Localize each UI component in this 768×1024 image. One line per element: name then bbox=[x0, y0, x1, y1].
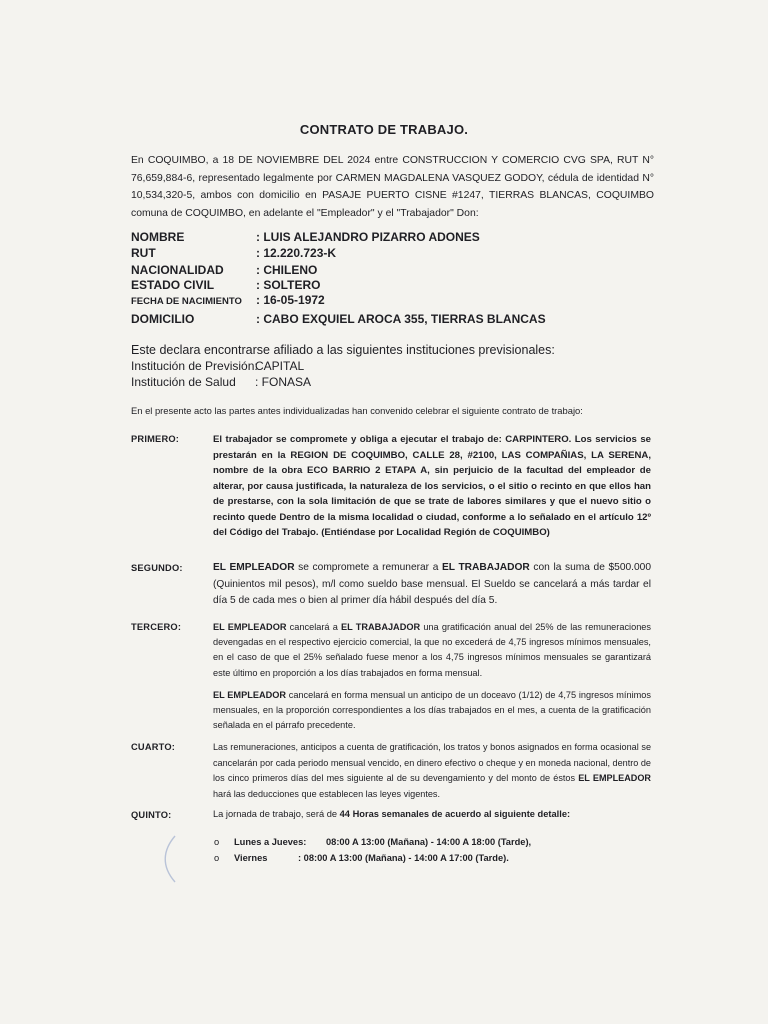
clause-label-cuarto: CUARTO: bbox=[131, 742, 176, 752]
field-label-estado-civil: ESTADO CIVIL bbox=[131, 278, 215, 292]
clause-text-tercero bbox=[213, 620, 651, 681]
intro-paragraph: En COQUIMBO, a 18 DE NOVIEMBRE DEL 2024 entre CONSTRUCCION Y COMERCIO CVG SPA, RUT N° 76,659,884-6, representado legalmente por CARMEN MAGDALENA VASQUEZ GODOY, cédula de identidad N° 10,534,320-5, ambos con domicilio en PASAJE PUERTO CISNE #1247, TIERRAS BLANCAS, COQUIMBO comuna de COQUIMBO, en adelante el "Empleador" y el "Trabajador" Don: bbox=[131, 155, 654, 219]
salud-value: : FONASA bbox=[255, 375, 312, 389]
clause-text-part: hará las deducciones que establecen las leyes vigentes. bbox=[213, 788, 440, 799]
salud-label: Institución de Salud bbox=[131, 375, 236, 389]
clause-text-primero: El trabajador se compromete y obliga a ejecutar el trabajo de: CARPINTERO. Los servicios se prestarán en la REGION DE COQUIMBO, CALLE 28, #2100, LAS COMPAÑIAS, LA SERENA, nombre de la obra ECO BARRIO 2 ETAPA A, sin perjuicio de la facultad del empleador de alterar, por causa justificada, la naturaleza de los servicios, o el sitio o recinto en que ellos han de prestarse, con la sola limitación de que se trate de labores similares y que el nuevo sitio o recinto quede Dentro de la misma localidad o ciudad, conforme a lo señalado en el artículo 12º del Código del Trabajo. (Entiéndase por Localidad Región de COQUIMBO) bbox=[213, 434, 651, 538]
clause-label-segundo: SEGUNDO: bbox=[131, 563, 183, 573]
empleador-term: EL EMPLEADOR bbox=[213, 690, 286, 700]
field-label-fecha-nacimiento: FECHA DE NACIMIENTO bbox=[131, 296, 242, 307]
empleador-term: EL EMPLEADOR bbox=[213, 562, 295, 573]
field-value-fecha-nacimiento: : 16-05-1972 bbox=[256, 293, 325, 307]
field-value-nombre: : LUIS ALEJANDRO PIZARRO ADONES bbox=[256, 230, 480, 244]
pen-mark-icon bbox=[155, 832, 195, 887]
clause-text-tercero-2 bbox=[213, 688, 651, 734]
bullet-icon: o bbox=[214, 837, 220, 847]
field-value-estado-civil: : SOLTERO bbox=[256, 278, 321, 292]
field-value-nacionalidad: : CHILENO bbox=[256, 263, 318, 277]
empleador-term: EL EMPLEADOR bbox=[578, 773, 651, 783]
document-title: CONTRATO DE TRABAJO. bbox=[299, 122, 469, 137]
prevision-line bbox=[131, 359, 305, 373]
clause-text-part: La jornada de trabajo, será de bbox=[213, 809, 340, 819]
schedule-hours: : 08:00 A 13:00 (Mañana) - 14:00 A 17:00 (Tarde). bbox=[298, 853, 509, 863]
prevision-label: Institución de Previsión: bbox=[131, 359, 258, 373]
clause-text-part: cancelará en forma mensual un anticipo de un doceavo (1/12) de 4,75 ingresos mínimos mensuales, en la proporción correspondientes a los días trabajados en el mes, a cuenta de la gratificación señalada en el párrafo precedente. bbox=[213, 690, 651, 731]
clause-text-part: cancelará a bbox=[286, 622, 342, 632]
clause-text-part: con la suma de $500.000 (Quinientos mil pesos), m/l como sueldo base mensual. El Sueldo se cancelará a más tardar el día 5 de cada mes o bien al primer día hábil después del día 5. bbox=[213, 562, 651, 606]
schedule-day: Lunes a Jueves: bbox=[234, 837, 307, 847]
field-label-domicilio: DOMICILIO bbox=[131, 312, 195, 326]
clause-text-quinto bbox=[213, 809, 651, 819]
field-value-rut: : 12.220.723-K bbox=[256, 246, 337, 260]
clause-label-primero: PRIMERO: bbox=[131, 434, 180, 444]
salud-line bbox=[131, 375, 312, 389]
schedule-hours: 08:00 A 13:00 (Mañana) - 14:00 A 18:00 (Tarde), bbox=[326, 837, 532, 847]
trabajador-term: EL TRABAJADOR bbox=[341, 622, 421, 632]
clause-text-part: se compromete a remunerar a bbox=[294, 562, 442, 573]
clause-label-tercero: TERCERO: bbox=[131, 622, 182, 632]
clause-text-segundo bbox=[213, 560, 651, 610]
clause-text-part: una gratificación anual del 25% de las remuneraciones devengadas en el respectivo ejercicio comercial, la que no excederá de 4,75 ingresos mínimos mensuales, en el caso de que el 25% señalado fuese menor a los 4,75 ingresos mínimos mensuales se garantizará este último en proporción a los días trabajados en forma mensual. bbox=[213, 622, 652, 678]
bullet-icon: o bbox=[214, 853, 220, 863]
field-label-rut: RUT bbox=[131, 246, 156, 260]
clause-text-cuarto bbox=[213, 740, 651, 802]
empleador-term: EL EMPLEADOR bbox=[213, 622, 287, 632]
schedule-day: Viernes bbox=[234, 853, 268, 863]
field-label-nacionalidad: NACIONALIDAD bbox=[131, 263, 224, 277]
clause-text-part: Las remuneraciones, anticipos a cuenta de gratificación, los tratos y bonos asignados en forma ocasional se cancelarán por cada periodo mensual vencido, en dinero efectivo o cheque y en moneda nacional, dentro de los cinco primeros días del mes siguiente al de su devengamiento y del monto de éstos bbox=[213, 742, 651, 783]
afiliacion-heading: Este declara encontrarse afiliado a las siguientes instituciones previsionales: bbox=[131, 343, 555, 357]
presente-statement: En el presente acto las partes antes individualizadas han convenido celebrar el siguiente contrato de trabajo: bbox=[131, 405, 583, 416]
field-value-domicilio: : CABO EXQUIEL AROCA 355, TIERRAS BLANCAS bbox=[256, 312, 546, 326]
clause-label-quinto: QUINTO: bbox=[131, 810, 172, 820]
prevision-value: CAPITAL bbox=[255, 359, 305, 373]
trabajador-term: EL TRABAJADOR bbox=[442, 562, 530, 573]
hours-detail: 44 Horas semanales de acuerdo al siguiente detalle: bbox=[339, 809, 571, 819]
field-label-nombre: NOMBRE bbox=[131, 230, 185, 244]
